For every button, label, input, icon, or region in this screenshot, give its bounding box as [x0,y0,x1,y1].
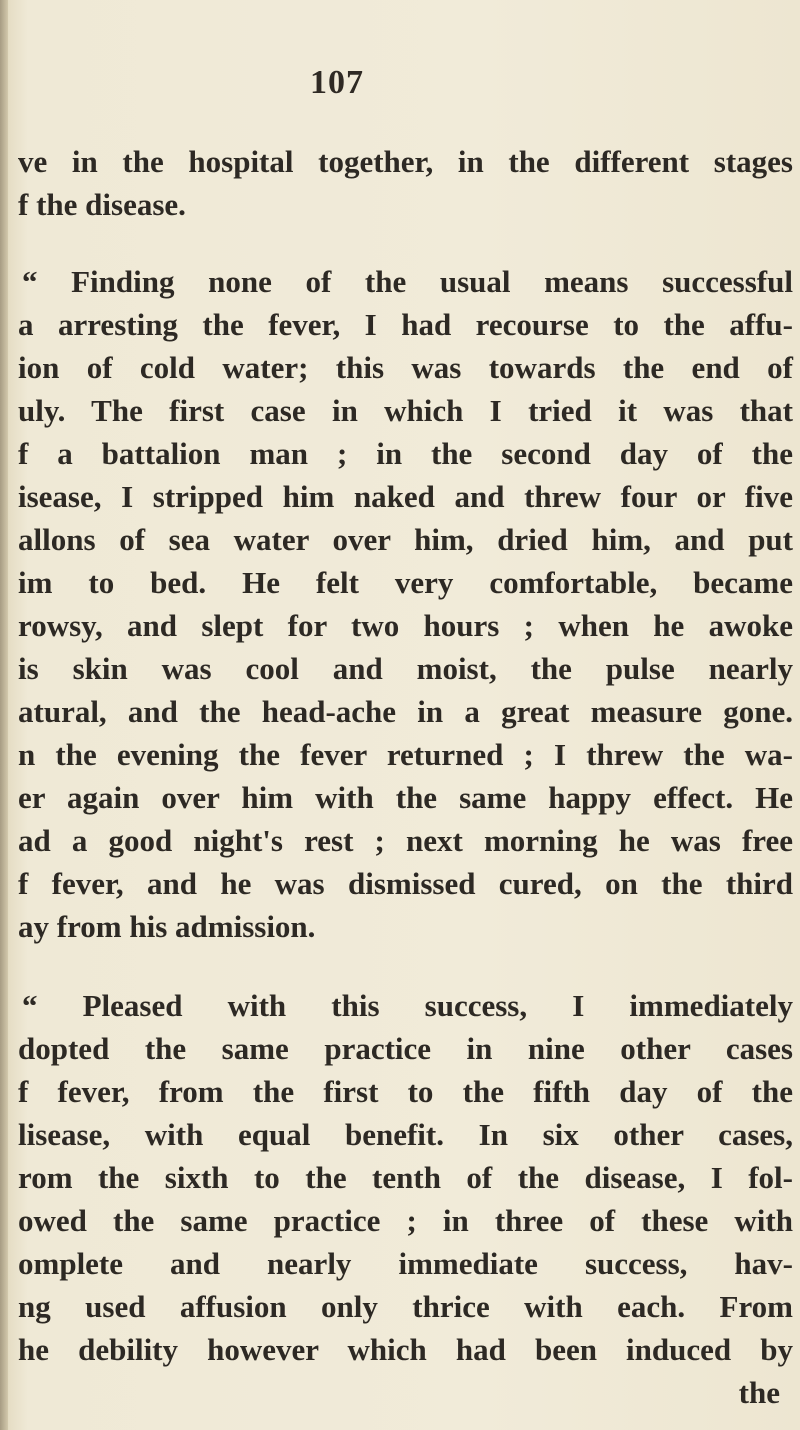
text-line: ad a good night's rest ; next morning he was free [18,823,793,858]
page-number: 107 [310,64,364,101]
text-line: ng used affusion only thrice with each. From [18,1289,793,1324]
text-line: owed the same practice ; in three of these with [18,1203,793,1238]
binding-gutter [0,0,8,1430]
text-line: ve in the hospital together, in the different stages [18,144,793,179]
text-line: isease, I stripped him naked and threw four or five [18,479,793,514]
text-line: lisease, with equal benefit. In six other cases, [18,1117,793,1152]
text-line: er again over him with the same happy effect. He [18,780,793,815]
text-line: ion of cold water; this was towards the end of [18,350,793,385]
text-line: n the evening the fever returned ; I threw the wa- [18,737,793,772]
text-line: allons of sea water over him, dried him, and put [18,522,793,557]
text-line: he debility however which had been induced by [18,1332,793,1367]
text-line: “ Pleased with this success, I immediately [22,988,793,1023]
text-line: omplete and nearly immediate success, hav- [18,1246,793,1281]
text-line: rom the sixth to the tenth of the disease, I fol- [18,1160,793,1195]
text-line: is skin was cool and moist, the pulse nearly [18,651,793,686]
text-line: f a battalion man ; in the second day of the [18,436,793,471]
text-line: rowsy, and slept for two hours ; when he awoke [18,608,793,643]
text-line: atural, and the head-ache in a great measure gone. [18,694,793,729]
text-line: uly. The first case in which I tried it was that [18,393,793,428]
text-line: “ Finding none of the usual means successful [22,264,793,299]
text-line: f the disease. [18,187,186,222]
text-line: a arresting the fever, I had recourse to the affu- [18,307,793,342]
text-line: dopted the same practice in nine other cases [18,1031,793,1066]
text-line: ay from his admission. [18,909,316,944]
text-line: im to bed. He felt very comfortable, became [18,565,793,600]
catchword: the [738,1375,780,1410]
text-line: f fever, and he was dismissed cured, on the third [18,866,793,901]
text-line: f fever, from the first to the fifth day of the [18,1074,793,1109]
